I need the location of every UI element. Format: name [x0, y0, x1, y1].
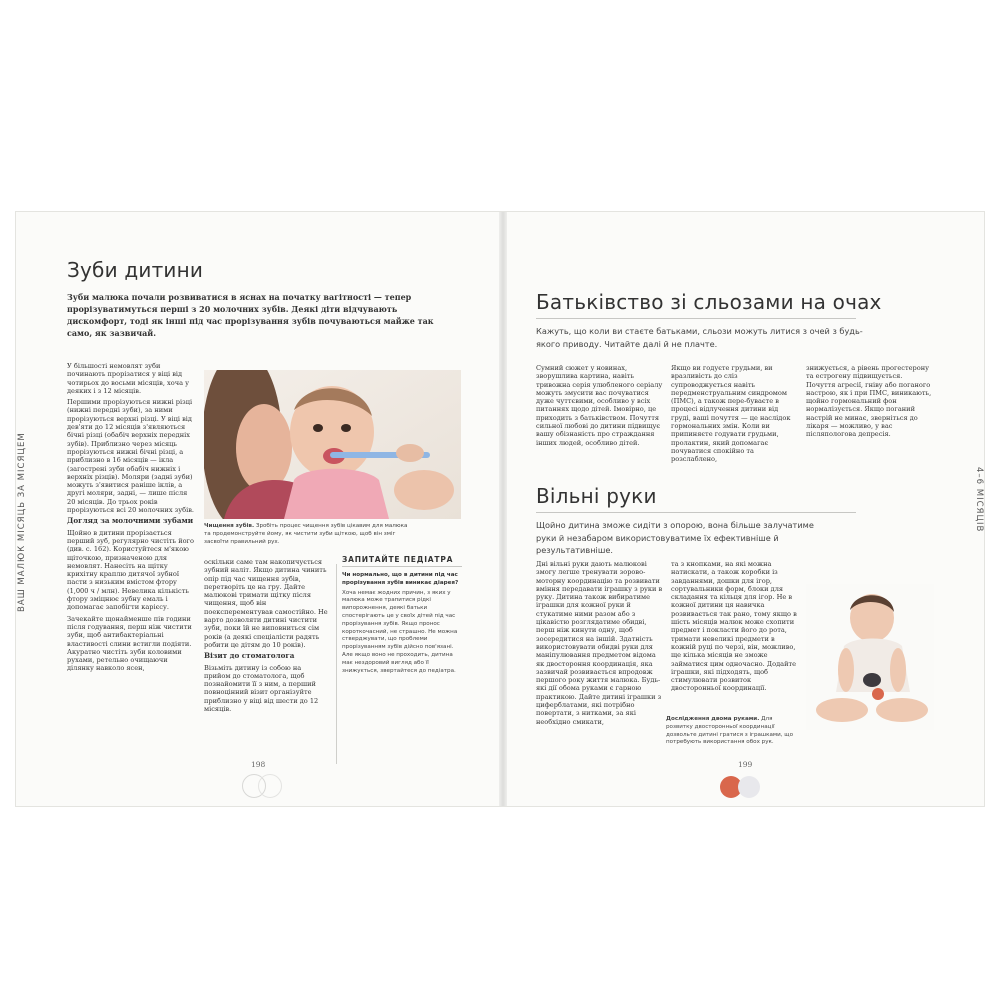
paragraph: Щойно в дитини прорізається перший зуб, регулярно чистіть його (див. с. 162). Користуйтеся м'якою щіточкою, призначеною для немовлят. Нанесіть на щітку крихітну краплю дитячої зубної пасти з низьким вмістом фтору (1,000 ч / млн). Невелика кількість фтору зміцнює зубну емаль і допомагає запобігти карієсу.: [67, 528, 194, 612]
left-deco-circle-2: [258, 774, 282, 798]
right-photo-caption: [666, 716, 798, 747]
left-lead: Зуби малюка почали розвиватися в яснах на початку вагітності — тепер прорізуватимуться перші з 20 молочних зубів. Деякі діти відчувають дискомфорт, тоді як інші під час прорізування зубів почуваються майже так само, як зазвичай.: [67, 292, 434, 338]
left-column-2: [204, 558, 328, 716]
left-title: Зуби дитини: [67, 258, 204, 282]
ask-box-rule: [336, 564, 337, 764]
paragraph: У більшості немовлят зуби починають прорізатися у віці від чотирьох до восьми місяців, хоча у деяких і з 12 місяців.: [67, 362, 189, 395]
right-lead: Кажуть, що коли ви стаєте батьками, сльози можуть литися з очей з будь-якого приводу. Читайте далі й не плачте.: [536, 326, 863, 349]
book-gutter: [499, 212, 507, 806]
paragraph: Візьміть дитину із собою на прийом до стоматолога, щоб познайомити її з ним, а перший повноцінний візит організуйте приблизно у віці від шести до 12 місяців.: [204, 663, 319, 714]
right-column-2: Якщо ви годуєте грудьми, ви вразливість до сліз супроводжується навіть передменструальним синдромом (ПМС), а також пере-буваєте в процесі відлучення дитини від груді, ваші почуття — це наслідок гормональних змін. Коли ви припиняєте годувати грудьми, пролактин, який допомагає почуватися спокійно та розслаблено,: [671, 364, 791, 464]
baby-sitting-image: [806, 584, 934, 730]
spine-label-left: ВАШ МАЛЮК МІСЯЦЬ ЗА МІСЯЦЕМ: [17, 432, 27, 612]
right-title-rule: [536, 318, 856, 319]
ask-answer: Хоча немає жодних причин, з яких у малюка може трапитися рідкі випорожнення, деякі батьки спостерігають це у своїх дітей під час прорізування зубів. Якщо пронос короткочасний, не страшно. Не можна стверджувати, що проблеми прорізуванням зубів дійсно пов'язані. Але якщо воно не проходить, дитина має нездоровий вигляд або її знижується, звертайтеся до педіатра.: [342, 589, 458, 674]
right-lead-2: Щойно дитина зможе сидіти з опорою, вона більше залучатиме руки й незабаром використовуватиме їх ефективніше й результативніше.: [536, 520, 814, 555]
right-caption-text: Для розвитку двосторонньої координації дозвольте дитині гратися з іграшками, що потребують використання обох рук.: [666, 716, 794, 746]
ask-question: Чи нормально, що в дитини під час прорізування зубів виникає діарея?: [342, 572, 459, 586]
section-heading: Догляд за молочними зубами: [67, 516, 194, 526]
left-caption-bold: Чищення зубів.: [204, 523, 255, 529]
photo-baby-sitting: [806, 584, 934, 730]
right-caption-bold: Дослідження двома руками.: [666, 716, 760, 722]
right-column-4: Дні вільні руки дають малюкові змогу легше тренувати зорово-моторну координацію та розвивати вміння передавати іграшку з руки в руку. Дитина також вибиратиме іграшки для кожної руки й стукатиме ними разом або з цікавістю розглядатиме обидві, перш ніж кинути одну, щоб зосередитися на іншій. Здатність використовувати обидві руки для маніпулювання предметом відома як двостороння координація, яка зазвичай розвивається впродовж першого року життя малюка. Будь-які дії обома руками є гарною практикою. Дайте дитині іграшки з циферблатами, які потрібно повертати, з нитками, за які необхідно смикати,: [536, 560, 663, 726]
left-caption-text: Зробіть процес чищення зубів цікавим для малюка та продемонструйте йому, як чистити зуби щіткою, щоб він зміг засвоїти правильний рух.: [204, 523, 408, 545]
left-photo-caption: [204, 523, 414, 546]
paragraph: оскільки саме там накопичується зубний наліт. Якщо дитина чинить опір під час чищення зубів, перетворіть це на гру. Дайте малюкові тримати щітку після чищення, щоб він поексперементував самостійно. Не варто дозволяти дитині чистити зуби, поки їй не виповниться сім років (а деякі спеціалісти радять робити це дітям до 10 років).: [204, 558, 328, 649]
left-page-number: 198: [251, 760, 266, 769]
spine-label-right: 4–6 МІСЯЦІВ: [974, 467, 984, 533]
paragraph: Першими прорізуються нижні різці (нижні передні зуби), за ними прорізуються верхні різці. У віці від дев'яти до 12 місяців з'являються бічні різці (обабіч верхніх передніх зубів). Приблизно через місяць прорізуються нижні бічні різці, а приблизно в 16 місяців — ікла (загострені зуби обабіч нижніх і верхніх різців). Моляри (задні зуби) можуть з'явитися раніше іклів, а другі моляри, задні, — лише після 20 місяців. До трьох років прорізуються всі 20 молочних зубів.: [67, 398, 194, 515]
right-title-2-rule: [536, 512, 856, 513]
right-column-3: знижується, а рівень прогестерону та естрогену підвищується. Почуття агресії, гніву або поганого настрою, як і при ПМС, виникають, щойно гормональний фон нормалізується. Якщо поганий настрій не минає, зверніться до лікаря — можливо, у вас післяпологова депресія.: [806, 364, 932, 439]
right-deco-circle-grey: [738, 776, 760, 798]
right-column-5: та з кнопками, на які можна натискати, а також коробки із завданнями, дошки для ігор, сортувальники форм, блоки для складання та кільця для ігор. Не в кожної дитини ця навичка розвивається так рано, тому якщо в шість місяців малюк може схопити предмет і покласти його до рота, тримати невеликі предмети в кожній руці по черзі, він, можливо, ще кілька місяців не зможе займатися цим одночасно. Додайте іграшки, які підходять, щоб стимулювати розвиток двосторонньої координації.: [671, 560, 797, 693]
right-title-2: Вільні руки: [536, 484, 657, 508]
ask-box-divider: [342, 566, 462, 567]
left-column-1: [67, 362, 195, 676]
right-column-1: Сумний сюжет у новинах, зворушлива картина, навіть тривожна серія улюбленого серіалу можуть змусити вас почуватися дуже чуттєвими, особливо у всіх питаннях щодо дітей. Імовірно, це приходить з батьківством. Почуття сильної любові до дитини підвищує вашу обізнаність про страждання інших людей, особливо дітей.: [536, 364, 663, 447]
photo-baby-teeth-brushing: [204, 370, 461, 519]
right-title: Батьківство зі сльозами на очах: [536, 290, 882, 314]
baby-brushing-image: [204, 370, 461, 519]
right-page-number: 199: [738, 760, 753, 769]
paragraph: Зачекайте щонайменше пів години після годування, перш ніж чистити зуби, щоб антибактеріальні властивості слини встигли подіяти. Акуратно чистіть зуби коловими рухами, ретельно очищаючи ділянку навколо ясен,: [67, 614, 192, 673]
ask-pediatrician-box: [342, 555, 462, 675]
book-spread: [16, 212, 984, 806]
ask-box-title: ЗАПИТАЙТЕ ПЕДІАТРА: [342, 555, 454, 564]
section-heading: Візит до стоматолога: [204, 651, 295, 661]
